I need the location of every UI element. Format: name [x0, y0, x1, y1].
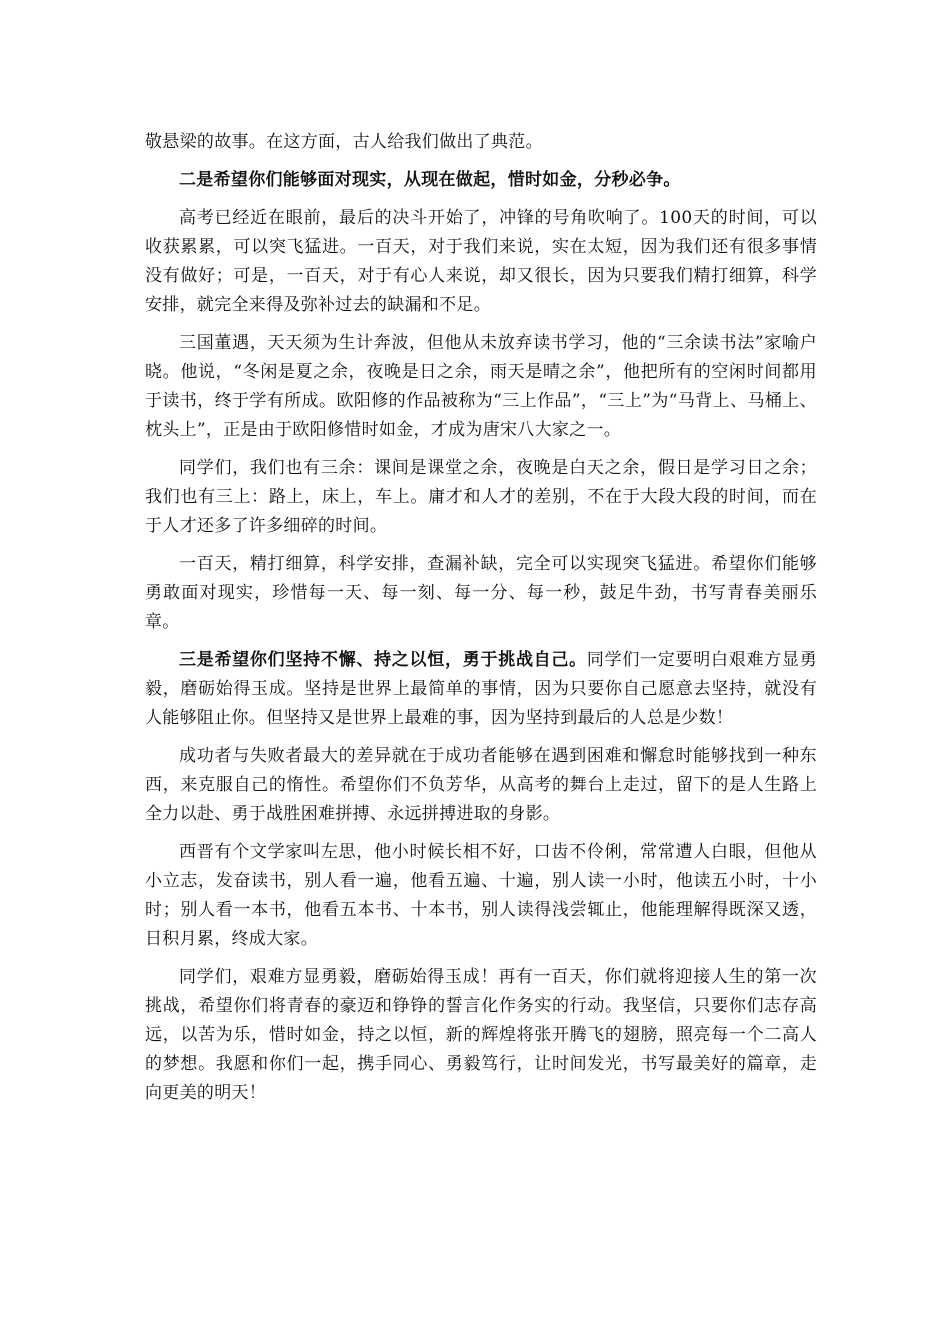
document-body	[145, 128, 817, 1117]
paragraph-three-spares: 同学们，我们也有三余：课间是课堂之余，夜晚是白天之余，假日是学习日之余；我们也有三上：路上，床上，车上。庸才和人才的差别，不在于大段大段的时间，而在于人才还多了许多细碎的时间。	[145, 458, 817, 536]
paragraph-success: 成功者与失败者最大的差异就在于成功者能够在遇到困难和懈怠时能够找到一种东西，来克服自己的惰性。希望你们不负芳华，从高考的舞台上走过，留下的是人生路上全力以赴、勇于战胜困难拼搏、永远拼搏进取的身影。	[145, 746, 817, 824]
paragraph-dong-yu: 三国董遇，天天须为生计奔波，但他从未放弃读书学习，他的“三余读书法”家喻户晓。他说，“冬闲是夏之余，夜晚是日之余，雨天是晴之余”，他把所有的空闲时间都用于读书，终于学有所成。欧阳修的作品被称为“三上作品”，“三上”为“马背上、马桶上、枕头上”，正是由于欧阳修惜时如金，才成为唐宋八大家之一。	[145, 333, 817, 440]
paragraph-point-three	[145, 646, 817, 733]
paragraph-point-two-heading: 二是希望你们能够面对现实，从现在做起，惜时如金，分秒必争。	[179, 170, 681, 190]
paragraph-continuation: 敬悬梁的故事。在这方面，古人给我们做出了典范。	[145, 132, 543, 152]
paragraph-zuo-si: 西晋有个文学家叫左思，他小时候长相不好，口齿不伶俐，常常遭人白眼，但他从小立志，发奋读书，别人看一遍，他看五遍、十遍，别人读一小时，他读五小时，十小时；别人看一本书，他看五本书、十本书，别人读得浅尝辄止，他能理解得既深又透，日积月累，终成大家。	[145, 842, 817, 949]
paragraph-closing: 同学们，艰难方显勇毅，磨砺始得玉成！再有一百天，你们就将迎接人生的第一次挑战，希望你们将青春的豪迈和铮铮的誓言化作务实的行动。我坚信，只要你们志存高远，以苦为乐，惜时如金，持之以恒，新的辉煌将张开腾飞的翅膀，照亮每一个二高人的梦想。我愿和你们一起，携手同心、勇毅笃行，让时间发光，书写最美好的篇章，走向更美的明天！	[145, 967, 817, 1103]
paragraph-hundred-days: 一百天，精打细算，科学安排，查漏补缺，完全可以实现突飞猛进。希望你们能够勇敢面对现实，珍惜每一天、每一刻、每一分、每一秒，鼓足牛劲，书写青春美丽乐章。	[145, 554, 817, 632]
paragraph-point-three-heading: 三是希望你们坚持不懈、持之以恒，勇于挑战自己。	[179, 650, 587, 670]
paragraph-countdown: 高考已经近在眼前，最后的决斗开始了，冲锋的号角吹响了。100天的时间，可以收获累累，可以突飞猛进。一百天，对于我们来说，实在太短，因为我们还有很多事情没有做好；可是，一百天，对于有心人来说，却又很长，因为只要我们精打细算，科学安排，就完全来得及弥补过去的缺漏和不足。	[145, 208, 817, 315]
paragraph-point-three-body: 同学们一定要明白艰难方显勇毅，磨砺始得玉成。坚持是世界上最简单的事情，因为只要你自己愿意去坚持，就没有人能够阻止你。但坚持又是世界上最难的事，因为坚持到最后的人总是少数！	[145, 650, 817, 728]
